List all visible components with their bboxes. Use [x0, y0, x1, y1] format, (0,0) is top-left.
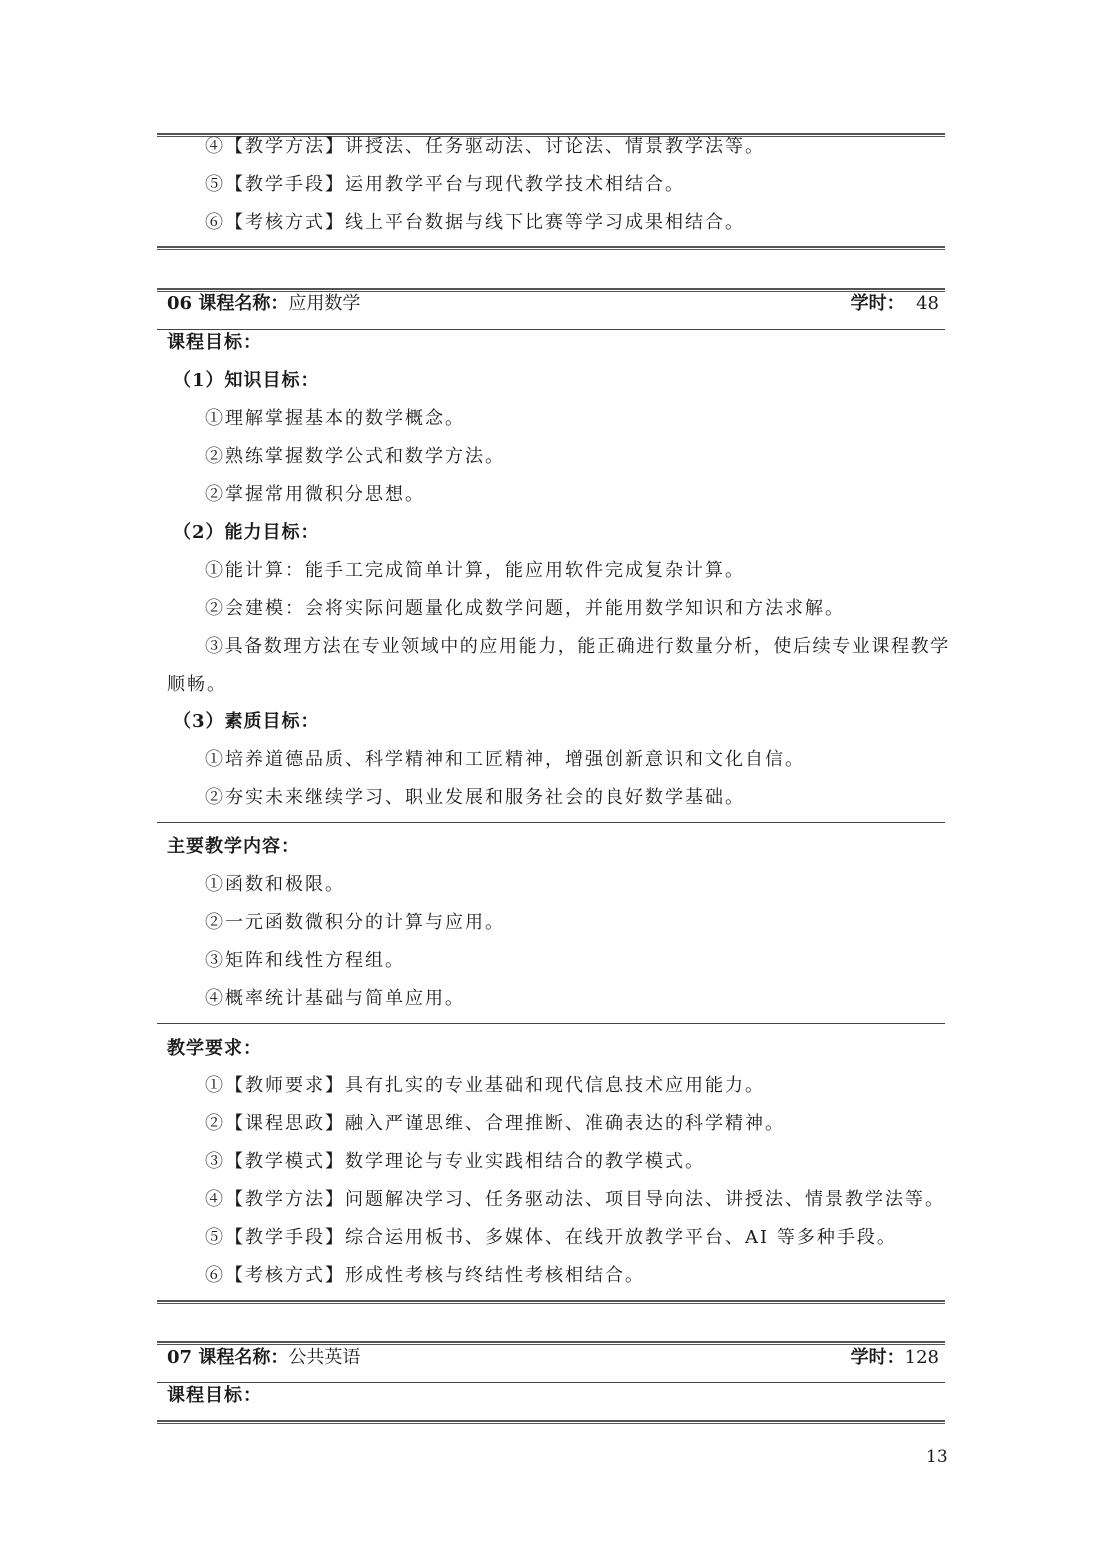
ability-item: ②会建模：会将实际问题量化成数学问题，并能用数学知识和方法求解。: [205, 598, 845, 619]
requirement-item: ①【教师要求】具有扎实的专业基础和现代信息技术应用能力。: [205, 1075, 765, 1096]
teaching-means-item: ⑤【教学手段】运用教学平台与现代教学技术相结合。: [205, 174, 685, 195]
requirement-item: ③【教学模式】数学理论与专业实践相结合的教学模式。: [205, 1151, 705, 1172]
teaching-methods-item: ④【教学方法】讲授法、任务驱动法、讨论法、情景教学法等。: [205, 136, 765, 157]
course-name-label: 06 课程名称：: [167, 293, 289, 314]
knowledge-item: ①理解掌握基本的数学概念。: [205, 408, 465, 429]
content-item: ③矩阵和线性方程组。: [205, 950, 405, 971]
knowledge-item: ②掌握常用微积分思想。: [205, 484, 425, 505]
ability-item-continued: 顺畅。: [167, 674, 227, 695]
requirement-item: ④【教学方法】问题解决学习、任务驱动法、项目导向法、讲授法、情景教学法等。: [205, 1189, 945, 1210]
hours-value: 48: [916, 293, 939, 314]
course-name: 应用数学: [288, 293, 361, 314]
requirements-heading: 教学要求：: [167, 1038, 262, 1059]
ability-heading: （2）能力目标：: [173, 522, 320, 543]
course-hours: [851, 291, 939, 317]
knowledge-heading: （1）知识目标：: [173, 370, 320, 391]
page-number: 13: [926, 1447, 948, 1467]
requirement-item: ②【课程思政】融入严谨思维、合理推断、准确表达的科学精神。: [205, 1113, 785, 1134]
course-hours: [851, 1345, 939, 1371]
divider: [157, 1023, 945, 1024]
course07-header: [167, 1345, 939, 1371]
objectives-heading: 课程目标：: [167, 1385, 262, 1406]
course-name-label: 07 课程名称：: [167, 1347, 289, 1368]
hours-label: 学时：: [850, 1347, 905, 1368]
hours-label: 学时：: [850, 293, 905, 314]
divider: [157, 1382, 945, 1383]
knowledge-item: ②熟练掌握数学公式和数学方法。: [205, 446, 505, 467]
quality-heading: （3）素质目标：: [173, 711, 320, 732]
objectives-heading: 课程目标：: [167, 332, 262, 353]
requirement-item: ⑥【考核方式】形成性考核与终结性考核相结合。: [205, 1265, 645, 1286]
divider: [157, 822, 945, 823]
ability-item: ③具备数理方法在专业领域中的应用能力，能正确进行数量分析，使后续专业课程教学: [205, 636, 950, 657]
quality-item: ②夯实未来继续学习、职业发展和服务社会的良好数学基础。: [205, 787, 745, 808]
course07-bottom-rule: [157, 1420, 945, 1424]
divider: [157, 329, 945, 330]
table-bottom-rule: [157, 246, 945, 250]
course06-header: [167, 291, 939, 317]
course-name: 公共英语: [288, 1347, 361, 1368]
content-item: ④概率统计基础与简单应用。: [205, 988, 465, 1009]
ability-item: ①能计算：能手工完成简单计算，能应用软件完成复杂计算。: [205, 560, 745, 581]
hours-value: 128: [904, 1347, 939, 1368]
quality-item: ①培养道德品质、科学精神和工匠精神，增强创新意识和文化自信。: [205, 749, 805, 770]
requirement-item: ⑤【教学手段】综合运用板书、多媒体、在线开放教学平台、AI 等多种手段。: [205, 1227, 897, 1248]
assessment-item: ⑥【考核方式】线上平台数据与线下比赛等学习成果相结合。: [205, 212, 745, 233]
course06-bottom-rule: [157, 1300, 945, 1304]
content-item: ①函数和极限。: [205, 874, 345, 895]
content-item: ②一元函数微积分的计算与应用。: [205, 912, 505, 933]
content-heading: 主要教学内容：: [167, 836, 300, 857]
